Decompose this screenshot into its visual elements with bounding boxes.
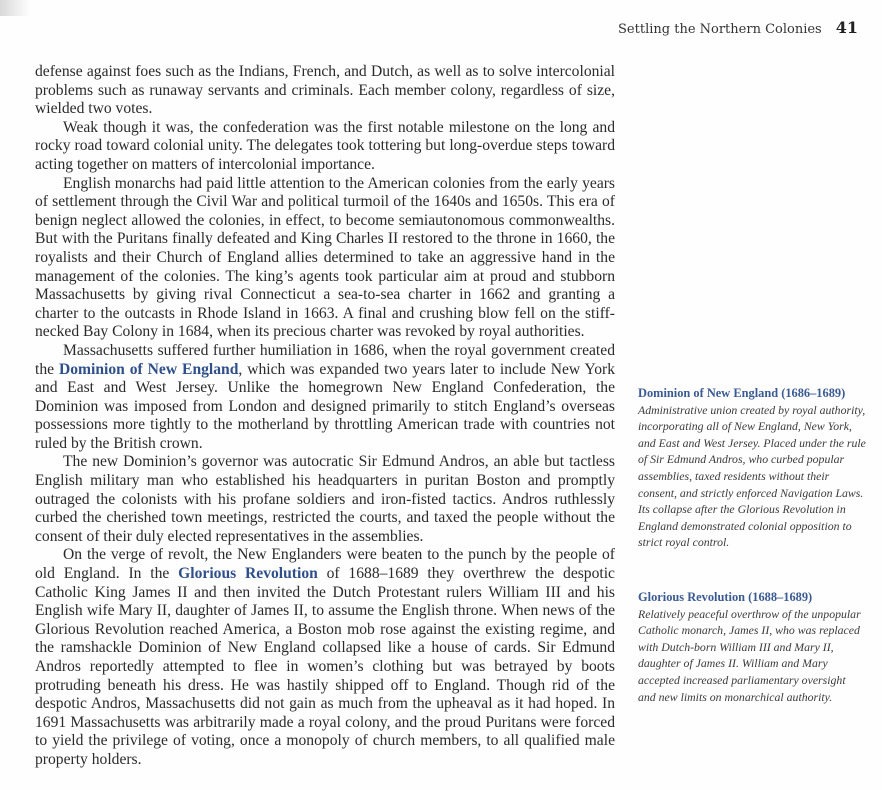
key-term-dominion: Dominion of New England [58,360,239,378]
paragraph-continued: defense against foes such as the Indians, French, and Dutch, as well as to solve intercolonial problems such as runaway servants and criminals. Each member colony, regardless of size, wielded two votes. [35,63,615,118]
text-segment: of 1688–1689 they overthrew the despotic Catholic King James II and then invited the Dutch Protestant rulers William III and his English wife Mary II, daughter of James II, to assume the English throne. When news of the Glorious Revolution reached America, a Boston mob rose against the existing regime, and the ramshackle Dominion of New England collapsed like a house of cards. Sir Edmund Andros reportedly attempted to flee in women’s clothing but was betrayed by boots protruding beneath his dress. He was hastily shipped off to England. Though rid of the despotic Andros, Massachusetts did not gain as much from the upheaval as it had hoped. In 1691 Massachusetts was arbitrarily made a royal colony, and the proud Puritans were forced to yield the privilege of voting, once a monopoly of church members, to all qualified male property holders. [35,565,615,768]
glossary-term: Glorious Revolution (1688–1689) [638,590,813,604]
text-segment: Massachusetts suffered further humiliation in 1686, when the royal government created the [35,341,615,378]
glossary-entry-glorious-revolution [638,589,866,705]
main-text-column [35,63,615,770]
glossary-definition: Relatively peaceful overthrow of the unpopular Catholic monarch, James II, who was replaced with Dutch-born William III and Mary II, daughter of James II. William and Mary accepted increased parliamentary oversight and new limits on monarchical authority. [638,606,861,704]
running-title: Settling the Northern Colonies [618,22,822,37]
glossary-entry-dominion [638,385,866,551]
page-edge-shadow [0,0,30,16]
paragraph-andros: The new Dominion’s governor was autocratic Sir Edmund Andros, an able but tactless English military man who established his headquarters in puritan Boston and promptly outraged the colonists with his profane soldiers and iron-fisted tactics. Andros ruthlessly curbed the cherished town meetings, restricted the courts, and taxed the people without the consent of their duly elected representatives in the assemblies. [35,453,615,545]
text-segment: On the verge of revolt, the New Englanders were beaten to the punch by the people of old England. In the [35,546,615,583]
paragraph-glorious-revolution [35,546,615,769]
glossary-term: Dominion of New England (1686–1689) [638,386,846,400]
running-head [618,18,858,37]
glossary-definition: Administrative union created by royal authority, incorporating all of New England, New York, and East and West Jersey. Placed under the rule of Sir Edmund Andros, who curbed popular assemblies, taxed residents without their consent, and strictly enforced Navigation Laws. Its collapse after the Glorious Revolution in England demonstrated colonial opposition to strict royal control. [638,402,866,550]
text-segment: , which was expanded two years later to include New York and East and West Jersey. Unlike the homegrown New England Confederation, the Dominion was imposed from London and designed primarily to stitch England’s overseas possessions more tightly to the motherland by throttling American trade with countries not ruled by the British crown. [35,360,615,452]
page-number: 41 [835,18,858,37]
key-term-glorious-revolution: Glorious Revolution [178,565,318,583]
paragraph-dominion [35,342,615,454]
paragraph-confederation: Weak though it was, the confederation was the first notable milestone on the long and rocky road toward colonial unity. The delegates took tottering but long-overdue steps toward acting together on matters of intercolonial importance. [35,118,615,173]
paragraph-monarchs: English monarchs had paid little attention to the American colonies from the early years of settlement through the Civil War and political turmoil of the 1640s and 1650s. This era of benign neglect allowed the colonies, in effect, to become semiautonomous commonwealths. But with the Puritans finally defeated and King Charles II restored to the throne in 1660, the royalists and their Church of England allies determined to take an aggressive hand in the management of the colonies. The king’s agents took particular aim at proud and stubborn Massachusetts by giving rival Connecticut a sea-to-sea charter in 1662 and granting a charter to the outcasts in Rhode Island in 1663. A final and crushing blow fell on the stiff-necked Bay Colony in 1684, when its precious charter was revoked by royal authorities. [35,174,615,341]
